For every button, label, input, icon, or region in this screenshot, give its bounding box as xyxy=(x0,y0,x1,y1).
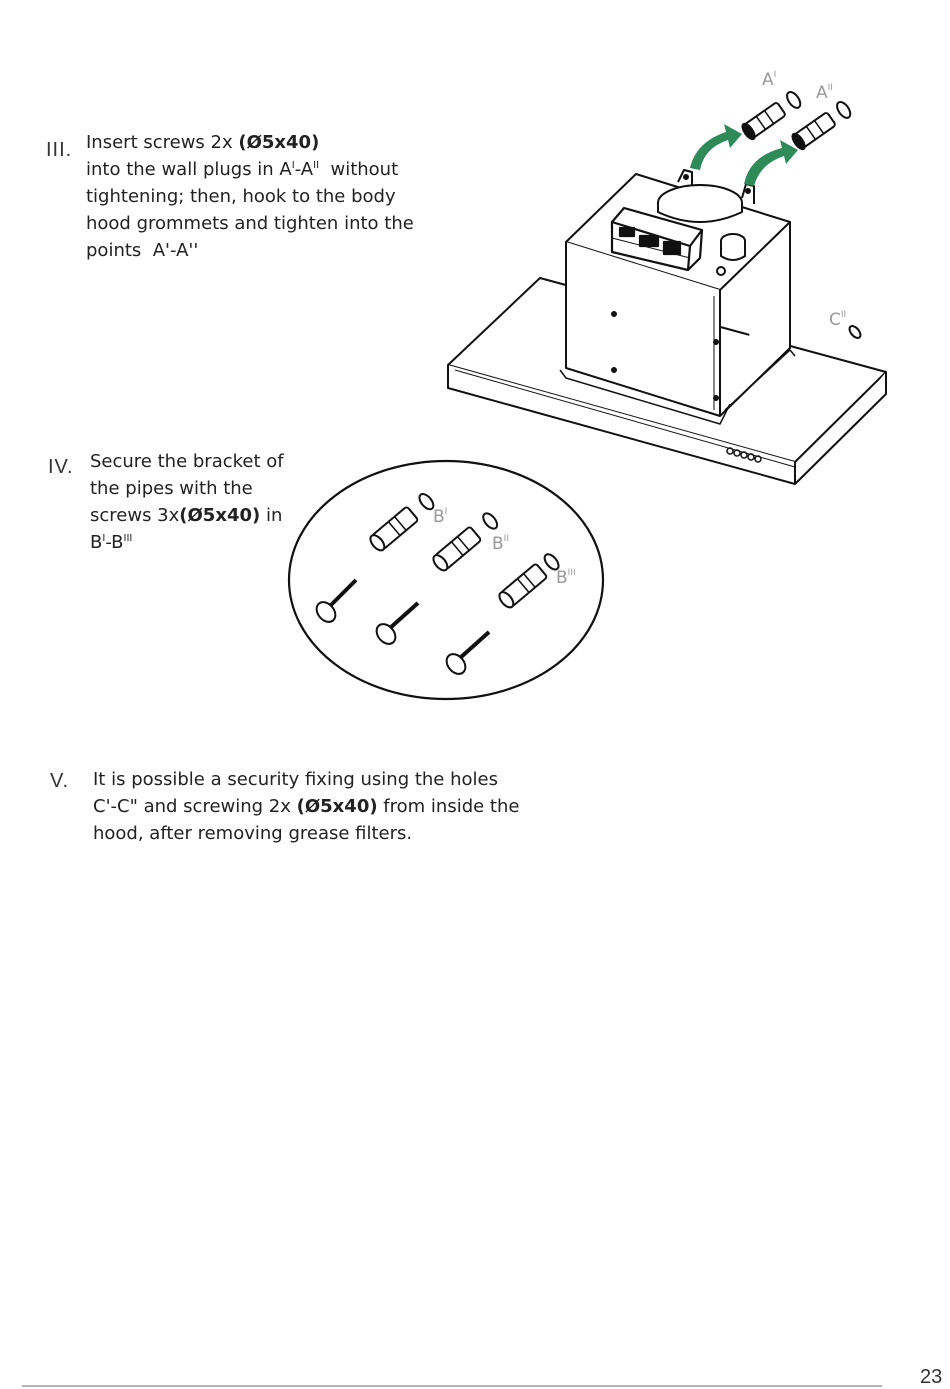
step-5-line-1: It is possible a security fixing using the holes xyxy=(93,769,498,790)
step-3-line-3: tightening; then, hook to the body xyxy=(86,186,396,207)
label-b1: $B^I$ xyxy=(433,507,448,527)
screw-3 xyxy=(443,632,489,678)
step-4-line-1: Secure the bracket of xyxy=(90,451,284,472)
step-3-line-5: points A'-A'' xyxy=(86,240,199,261)
wall-plug-b1 xyxy=(368,492,436,553)
step-4-line-2: the pipes with the xyxy=(90,478,253,499)
screw-spec: (Ø5x40) xyxy=(179,505,261,526)
label-c2: $C^{II}$ xyxy=(829,310,847,330)
label-a1: $A^I$ xyxy=(762,70,777,90)
screw-2 xyxy=(373,603,418,648)
footer-rule xyxy=(22,1385,882,1387)
step-3-line-4: hood grommets and tighten into the xyxy=(86,213,414,234)
step-3-line-2: into the wall plugs in $A^I-A^{II}$ without xyxy=(86,159,399,180)
arrow-icon xyxy=(744,140,798,186)
step-5-line-3: hood, after removing grease filters. xyxy=(93,823,413,844)
screw-spec: (Ø5x40) xyxy=(296,796,378,817)
step-5-line-2: C'-C" and screwing 2x (Ø5x40) from inside the xyxy=(93,796,520,817)
step-3-line-1: Insert screws 2x (Ø5x40) xyxy=(86,132,320,153)
label-b2: $B^{II}$ xyxy=(492,534,509,554)
screw-1 xyxy=(313,580,356,626)
label-b3: $B^{III}$ xyxy=(556,568,576,588)
step-3-numeral: III. xyxy=(46,139,73,161)
arrow-icon xyxy=(690,124,742,170)
wall-plug-b3 xyxy=(497,552,561,610)
step-4-line-4: $B^I-B^{III}$ xyxy=(90,532,133,553)
step-4-numeral: IV. xyxy=(48,456,74,478)
step-5-numeral: V. xyxy=(50,770,70,792)
label-a2: $A^{II}$ xyxy=(816,83,833,103)
page-number: 23 xyxy=(920,1366,943,1388)
hole-c2 xyxy=(847,324,862,340)
screw-spec: (Ø5x40) xyxy=(238,132,320,153)
step-4-line-3: screws 3x(Ø5x40) in xyxy=(90,505,283,526)
